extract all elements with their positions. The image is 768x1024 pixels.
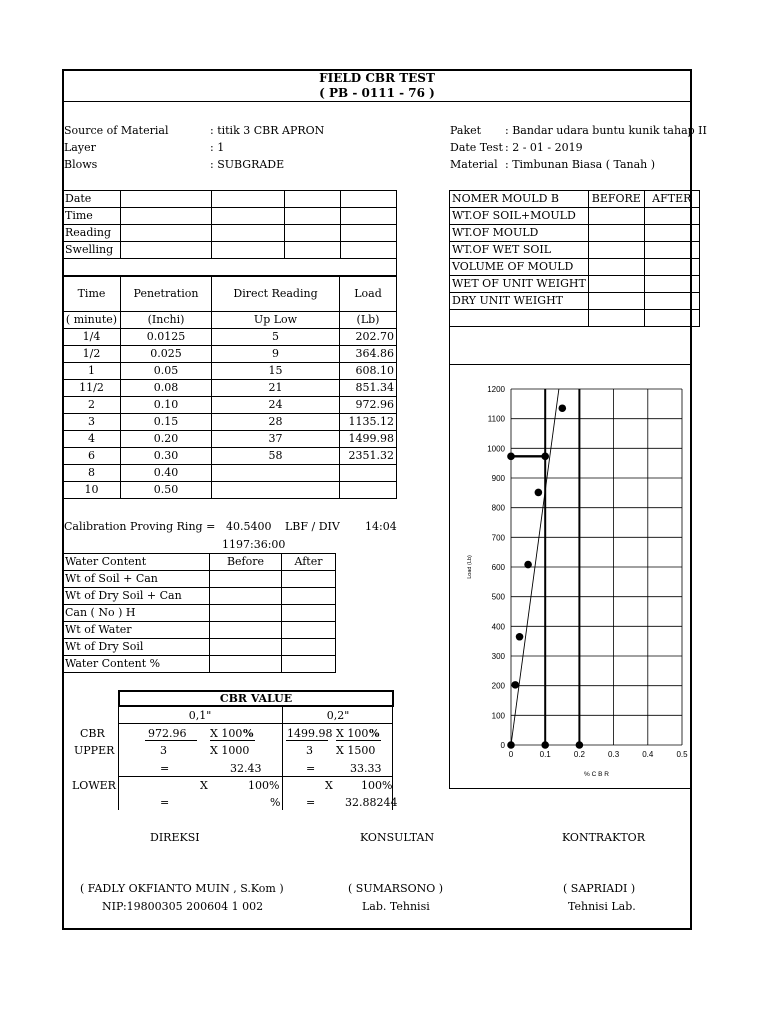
- pen-cell: 364.86: [340, 346, 397, 363]
- water-row-label: Wt of Dry Soil: [63, 639, 210, 656]
- water-row-label: Wt of Dry Soil + Can: [63, 588, 210, 605]
- pen-cell: 10: [63, 482, 121, 499]
- y-tick-label: 700: [491, 533, 505, 543]
- pen-cell: 5: [212, 329, 340, 346]
- cbr-u2-res: 33.33: [350, 762, 382, 775]
- pen-row: [63, 431, 397, 448]
- water-row-label: Wt of Water: [63, 622, 210, 639]
- data-point: [524, 561, 532, 569]
- pen-cell: [212, 465, 340, 482]
- cbr-lower-label: LOWER: [72, 779, 116, 792]
- water-row-label: Wt of Soil + Can: [63, 571, 210, 588]
- cbr-title: CBR VALUE: [118, 690, 394, 707]
- pen-header: Penetration: [121, 277, 212, 312]
- cbr-u1-num: 972.96: [148, 727, 187, 740]
- info-blows-label: Blows: [64, 158, 98, 171]
- pen-row: [63, 482, 397, 499]
- pen-cell: 0.10: [121, 397, 212, 414]
- pen-cell: 15: [212, 363, 340, 380]
- pen-cell: 851.34: [340, 380, 397, 397]
- cbr-u2-num: 1499.98: [287, 727, 333, 740]
- mould-row-label: WET OF UNIT WEIGHT: [450, 276, 589, 293]
- info-blows-value: : SUBGRADE: [210, 158, 285, 171]
- sig-kontraktor-role: KONTRAKTOR: [562, 831, 645, 844]
- info-source-value: : titik 3 CBR APRON: [210, 124, 325, 137]
- cbr-l1-pct: 100%: [248, 779, 280, 792]
- data-point: [516, 633, 524, 641]
- cbr-col2-header: 0,2": [326, 709, 350, 722]
- pen-row: [63, 329, 397, 346]
- water-row-label: Can ( No ) H: [63, 605, 210, 622]
- pen-cell: 202.70: [340, 329, 397, 346]
- cbr-eq: =: [306, 796, 316, 809]
- pen-header: Time: [63, 277, 121, 312]
- data-point: [511, 681, 519, 689]
- cbr-l2-pct: 100%: [361, 779, 393, 792]
- pen-unit: (Inchi): [121, 312, 212, 329]
- cbr-col1-header: 0,1": [188, 709, 212, 722]
- cbr-line: [118, 776, 393, 777]
- data-point: [535, 489, 543, 497]
- y-tick-label: 400: [491, 622, 505, 632]
- cbr-u1-mult: X 100: [210, 727, 243, 740]
- penetration-table: [62, 276, 397, 499]
- calibration-label: Calibration Proving Ring =: [64, 520, 216, 533]
- sig-kontraktor-name: ( SAPRIADI ): [563, 882, 636, 895]
- mould-row-label: VOLUME OF MOULD: [450, 259, 589, 276]
- pen-row: [63, 380, 397, 397]
- pen-cell: 0.0125: [121, 329, 212, 346]
- x-axis-label: % C B R: [584, 771, 609, 778]
- info-source-label: Source of Material: [64, 124, 169, 137]
- y-tick-label: 1200: [487, 385, 505, 394]
- mould-table: [449, 190, 700, 327]
- cbr-l1-x: X: [200, 779, 208, 792]
- x-tick-label: 0.5: [676, 750, 688, 759]
- pen-cell: 972.96: [340, 397, 397, 414]
- cbr-upper-label: UPPER: [74, 744, 115, 757]
- pen-cell: 1/2: [63, 346, 121, 363]
- pen-row: [63, 414, 397, 431]
- page-code: ( PB - 0111 - 76 ): [319, 86, 435, 100]
- pen-cell: 0.30: [121, 448, 212, 465]
- x-tick-label: 0.4: [642, 750, 654, 759]
- data-point: [541, 741, 549, 749]
- x-tick-label: 0.2: [573, 750, 585, 759]
- data-point: [541, 453, 549, 461]
- pen-cell: 8: [63, 465, 121, 482]
- swell-label: Date: [63, 191, 121, 208]
- info-paket-label: Paket: [450, 124, 482, 137]
- header-divider: [63, 101, 692, 102]
- pen-cell: 28: [212, 414, 340, 431]
- pen-cell: 2: [63, 397, 121, 414]
- cbr-u2-std: X 1500: [336, 744, 376, 757]
- calibration-unit: LBF / DIV: [285, 520, 340, 533]
- pen-cell: 24: [212, 397, 340, 414]
- data-point: [507, 741, 515, 749]
- swell-label: Reading: [63, 225, 121, 242]
- sig-konsultan-role: KONSULTAN: [360, 831, 435, 844]
- y-tick-label: 900: [491, 474, 505, 483]
- pen-cell: 0.05: [121, 363, 212, 380]
- pen-cell: 0.08: [121, 380, 212, 397]
- y-tick-label: 800: [491, 503, 505, 513]
- mould-header: AFTER: [644, 191, 699, 208]
- pen-cell: [340, 482, 397, 499]
- cbr-u2-mult: X 100: [336, 727, 369, 740]
- pen-cell: 3: [63, 414, 121, 431]
- water-row-label: Water Content %: [63, 656, 210, 673]
- pen-row: [63, 448, 397, 465]
- pen-cell: 21: [212, 380, 340, 397]
- mould-header: NOMER MOULD B: [450, 191, 589, 208]
- data-point: [576, 741, 584, 749]
- y-tick-label: 600: [491, 563, 505, 572]
- mould-header: BEFORE: [588, 191, 644, 208]
- y-tick-label: 200: [491, 681, 505, 691]
- info-layer-label: Layer: [64, 141, 96, 154]
- pen-cell: 2351.32: [340, 448, 397, 465]
- sig-direksi-name: ( FADLY OKFIANTO MUIN , S.Kom ): [80, 882, 284, 895]
- cbr-label: CBR: [80, 727, 105, 740]
- cbr-eq: =: [160, 796, 170, 809]
- pen-cell: 58: [212, 448, 340, 465]
- sig-konsultan-title: Lab. Tehnisi: [362, 900, 430, 913]
- y-tick-label: 500: [491, 592, 505, 602]
- cbr-line: [118, 723, 393, 724]
- x-tick-label: 0.1: [539, 750, 551, 759]
- pen-cell: 1: [63, 363, 121, 380]
- mould-row-label: WT.OF SOIL+MOULD: [450, 208, 589, 225]
- water-header: After: [282, 554, 336, 571]
- x-tick-label: 0.3: [608, 750, 620, 759]
- swell-label: Swelling: [63, 242, 121, 259]
- pen-cell: [212, 482, 340, 499]
- sig-direksi-title: NIP:19800305 200604 1 002: [102, 900, 264, 913]
- pen-cell: [340, 465, 397, 482]
- cbr-u1-std: X 1000: [210, 744, 250, 757]
- cbr-u1-res: 32.43: [230, 762, 262, 775]
- cbr-eq: =: [160, 762, 170, 775]
- pen-cell: 0.025: [121, 346, 212, 363]
- sig-kontraktor-title: Tehnisi Lab.: [568, 900, 636, 913]
- swell-label: Time: [63, 208, 121, 225]
- cbr-l2-res: 32.88244: [345, 796, 398, 809]
- info-material-label: Material: [450, 158, 498, 171]
- pen-cell: 1135.12: [340, 414, 397, 431]
- pen-cell: 1/4: [63, 329, 121, 346]
- pen-header: Load: [340, 277, 397, 312]
- data-point: [559, 404, 567, 412]
- pen-cell: 9: [212, 346, 340, 363]
- mould-row-label: WT.OF MOULD: [450, 225, 589, 242]
- cbr-l2-x: X: [325, 779, 333, 792]
- sig-konsultan-name: ( SUMARSONO ): [348, 882, 444, 895]
- calibration-time: 14:04: [365, 520, 397, 533]
- page-title: FIELD CBR TEST: [319, 71, 435, 85]
- pen-cell: 608.10: [340, 363, 397, 380]
- pen-row: [63, 465, 397, 482]
- water-header: Before: [210, 554, 282, 571]
- swelling-table: [62, 190, 397, 276]
- pen-cell: 0.40: [121, 465, 212, 482]
- pen-row: [63, 346, 397, 363]
- info-date-value: : 2 - 01 - 2019: [505, 141, 583, 154]
- cbr-eq: =: [306, 762, 316, 775]
- cbr-l1-res: %: [270, 796, 281, 809]
- pen-row: [63, 397, 397, 414]
- y-tick-label: 1100: [487, 414, 505, 424]
- load-cbr-chart: [450, 366, 690, 786]
- pen-cell: 37: [212, 431, 340, 448]
- mould-row-label: WT.OF WET SOIL: [450, 242, 589, 259]
- water-content-table: [62, 553, 336, 673]
- pen-cell: 0.20: [121, 431, 212, 448]
- pen-unit: Up Low: [212, 312, 340, 329]
- y-tick-label: 1000: [487, 444, 505, 454]
- pen-cell: 0.15: [121, 414, 212, 431]
- mould-row-label: DRY UNIT WEIGHT: [450, 293, 589, 310]
- pen-cell: 11/2: [63, 380, 121, 397]
- pen-cell: 6: [63, 448, 121, 465]
- cbr-u1-den: 3: [160, 744, 167, 757]
- calibration-time-2: 1197:36:00: [222, 538, 286, 551]
- pen-header: Direct Reading: [212, 277, 340, 312]
- info-material-value: : Timbunan Biasa ( Tanah ): [505, 158, 656, 171]
- info-paket-value: : Bandar udara buntu kunik tahap II: [505, 124, 707, 137]
- cbr-u1-pct: %: [243, 727, 254, 740]
- pen-cell: 0.50: [121, 482, 212, 499]
- pen-unit: (Lb): [340, 312, 397, 329]
- pen-cell: 1499.98: [340, 431, 397, 448]
- water-header: Water Content: [63, 554, 210, 571]
- pen-row: [63, 363, 397, 380]
- y-tick-label: 0: [500, 741, 505, 750]
- data-point: [507, 453, 515, 461]
- y-tick-label: 100: [491, 711, 505, 721]
- cbr-u2-pct: %: [369, 727, 380, 740]
- sig-direksi-role: DIREKSI: [150, 831, 200, 844]
- mould-spacer: [449, 327, 692, 365]
- calibration-value: 40.5400: [226, 520, 272, 533]
- info-date-label: Date Test: [450, 141, 503, 154]
- y-axis-label: Load (Lb): [467, 555, 473, 579]
- cbr-u2-den: 3: [306, 744, 313, 757]
- info-layer-value: : 1: [210, 141, 225, 154]
- pen-unit: ( minute): [63, 312, 121, 329]
- x-tick-label: 0: [508, 750, 514, 759]
- y-tick-label: 300: [491, 652, 505, 661]
- pen-cell: 4: [63, 431, 121, 448]
